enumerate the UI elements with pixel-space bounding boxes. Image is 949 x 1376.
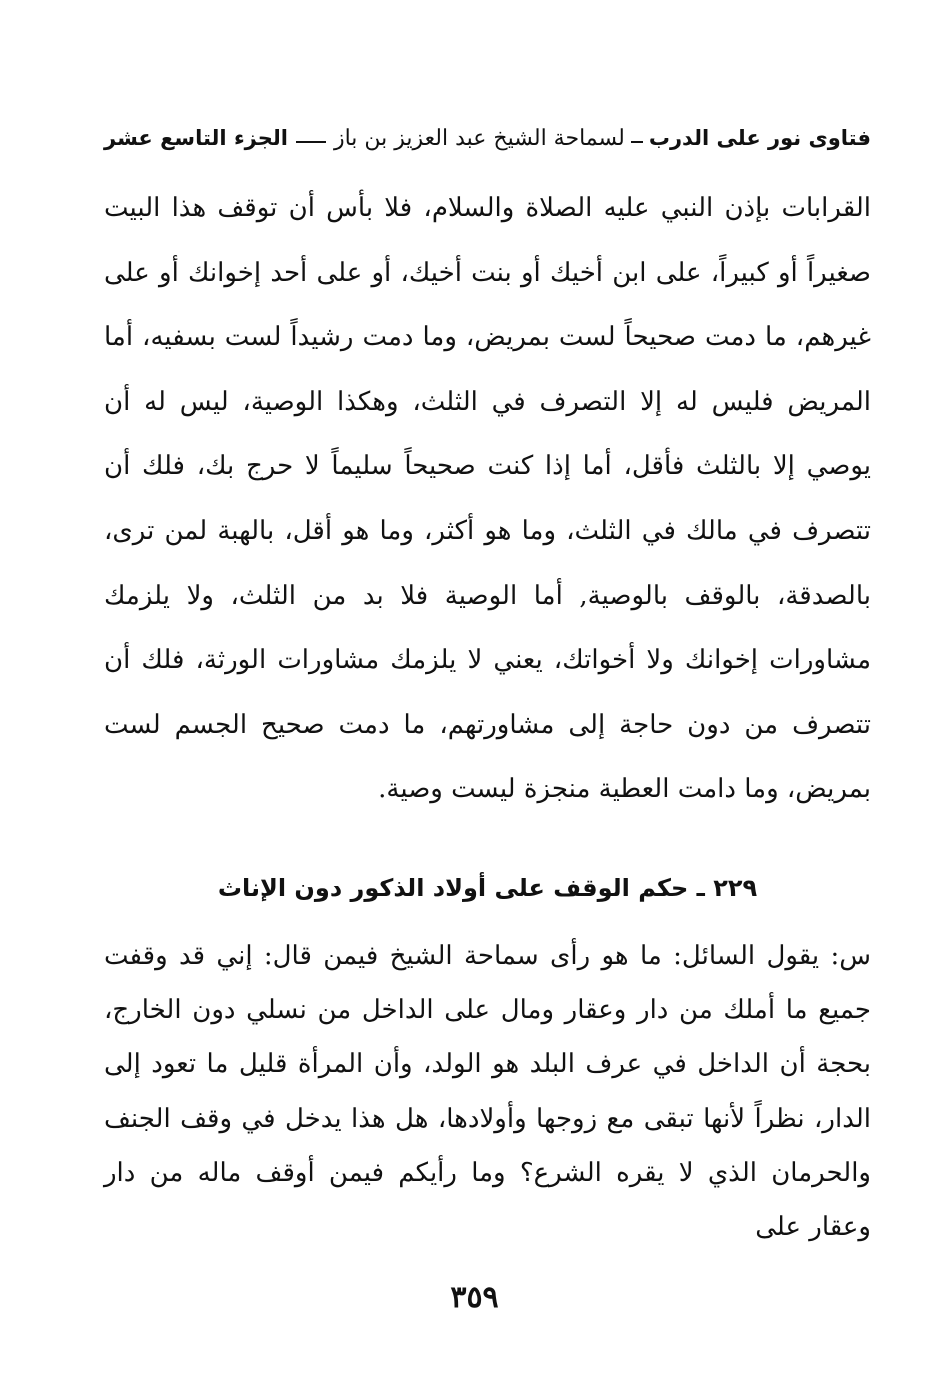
author-credit: لسماحة الشيخ عبد العزيز بن باز [333,125,625,151]
header-rule [296,141,326,143]
header-dash [631,141,643,143]
book-title: فتاوى نور على الدرب [648,126,871,150]
section-heading: ٢٢٩ ـ حكم الوقف على أولاد الذكور دون الإناث [217,874,758,902]
body-paragraph: القرابات بإذن النبي عليه الصلاة والسلام، فلا بأس أن توقف هذا البيت صغيراً أو كبيراً، على ابن أخيك أو بنت أخيك، أو على أحد إخوانك أو على غيرهم، ما دمت صحيحاً لست بمريض، وما دمت رشيداً لست بسفيه، أما المريض فليس له إلا التصرف في الثلث، وهكذا الوصية، ليس له أن يوصي إلا بالثلث فأقل، أما إذا كنت صحيحاً سليماً لا حرج بك، فلك أن تتصرف في مالك في الثلث، وما هو أكثر، وما هو أقل، بالهبة لمن ترى، بالصدقة، بالوقف بالوصية, أما الوصية فلا بد من الثلث، ولا يلزمك مشاورات إخوانك ولا أخواتك، يعني لا يلزمك مشاورات الورثة، فلك أن تتصرف من دون حاجة إلى مشاورتهم، ما دمت صحيح الجسم لست بمريض، وما دامت العطية منجزة ليست وصية. [104,193,871,805]
volume-part: الجزء التاسع عشر [104,126,288,150]
question-paragraph: س: يقول السائل: ما هو رأى سماحة الشيخ فيمن قال: إني قد وقفت جميع ما أملك من دار وعقار ومال على الداخل من نسلي دون الخارج، بحجة أن الداخل في عرف البلد هو الولد، وأن المرأة قليل ما تعود إلى الدار، نظراً لأنها تبقى مع زوجها وأولادها، هل هذا يدخل في وقف الجنف والحرمان الذي لا يقره الشرع؟ وما رأيكم فيمن أوقف ماله من دار وعقار على [104,941,871,1243]
page-number: ٣٥٩ [450,1280,499,1315]
running-header [104,118,871,158]
